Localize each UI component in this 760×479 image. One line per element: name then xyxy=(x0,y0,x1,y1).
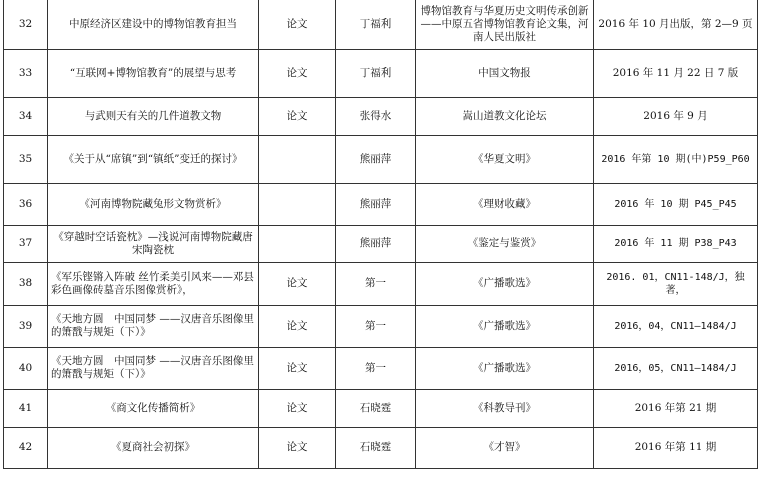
author: 第一 xyxy=(336,305,416,347)
publication-source: 嵩山道教文化论坛 xyxy=(416,97,594,135)
publication-source: 《科教导刊》 xyxy=(416,389,594,427)
table-row xyxy=(4,0,758,49)
publication-date: 2016，04，CN11—1484/J xyxy=(594,305,758,347)
publication-source: 博物馆教育与华夏历史文明传承创新——中原五省博物馆教育论文集，河南人民出版社 xyxy=(416,0,594,49)
publication-table xyxy=(3,0,758,469)
publication-source: 《广播歌选》 xyxy=(416,262,594,305)
table-row xyxy=(4,389,758,427)
publication-date: 2016 年第 21 期 xyxy=(594,389,758,427)
row-number: 36 xyxy=(4,183,48,225)
row-number: 33 xyxy=(4,49,48,97)
paper-title: 《关于从“席镇”到“镇纸”变迁的探讨》 xyxy=(48,135,259,183)
table-row xyxy=(4,97,758,135)
publication-date: 2016. 01，CN11-148/J，独著， xyxy=(594,262,758,305)
publication-source: 《广播歌选》 xyxy=(416,305,594,347)
paper-type: 论文 xyxy=(259,262,336,305)
publication-date: 2016 年第 10 期(中)P59_P60 xyxy=(594,135,758,183)
paper-title: 与武则天有关的几件道教文物 xyxy=(48,97,259,135)
row-number: 42 xyxy=(4,427,48,468)
table-row xyxy=(4,347,758,389)
paper-title: 《天地方圆 中国同梦 ——汉唐音乐图像里的箫戬与规矩（下）》 xyxy=(48,347,259,389)
paper-type: 论文 xyxy=(259,305,336,347)
author: 丁福利 xyxy=(336,0,416,49)
paper-type: 论文 xyxy=(259,427,336,468)
paper-type: 论文 xyxy=(259,97,336,135)
paper-title: 《商文化传播简析》 xyxy=(48,389,259,427)
author: 丁福利 xyxy=(336,49,416,97)
author: 熊丽萍 xyxy=(336,183,416,225)
paper-type: 论文 xyxy=(259,347,336,389)
paper-type: 论文 xyxy=(259,0,336,49)
paper-title: 《河南博物院藏兔形文物赏析》 xyxy=(48,183,259,225)
paper-title: 《军乐铿锵入阵破 丝竹柔美引风来——邓县彩色画像砖墓音乐图像赏析》， xyxy=(48,262,259,305)
table-row xyxy=(4,225,758,262)
paper-title: 《天地方圆 中国同梦 ——汉唐音乐图像里的箫戬与规矩（下）》 xyxy=(48,305,259,347)
publication-date: 2016，05，CN11—1484/J xyxy=(594,347,758,389)
table-row xyxy=(4,305,758,347)
row-number: 35 xyxy=(4,135,48,183)
table-row xyxy=(4,49,758,97)
paper-type xyxy=(259,183,336,225)
paper-type: 论文 xyxy=(259,389,336,427)
author: 石晓霆 xyxy=(336,427,416,468)
publication-source: 《广播歌选》 xyxy=(416,347,594,389)
publication-source: 中国文物报 xyxy=(416,49,594,97)
row-number: 40 xyxy=(4,347,48,389)
publication-date: 2016 年 9 月 xyxy=(594,97,758,135)
publication-date: 2016 年 11 期 P38_P43 xyxy=(594,225,758,262)
publication-source: 《理财收藏》 xyxy=(416,183,594,225)
publication-date: 2016 年 10 月出版，第 2—9 页 xyxy=(594,0,758,49)
table-row xyxy=(4,262,758,305)
author: 第一 xyxy=(336,347,416,389)
paper-title: 《穿越时空话瓷枕》—浅说河南博物院藏唐宋陶瓷枕 xyxy=(48,225,259,262)
author: 第一 xyxy=(336,262,416,305)
row-number: 39 xyxy=(4,305,48,347)
row-number: 41 xyxy=(4,389,48,427)
author: 石晓霆 xyxy=(336,389,416,427)
paper-title: 《夏商社会初探》 xyxy=(48,427,259,468)
publication-date: 2016 年 11 月 22 日 7 版 xyxy=(594,49,758,97)
publication-source: 《才智》 xyxy=(416,427,594,468)
row-number: 38 xyxy=(4,262,48,305)
paper-type: 论文 xyxy=(259,49,336,97)
row-number: 32 xyxy=(4,0,48,49)
author: 熊丽萍 xyxy=(336,225,416,262)
row-number: 37 xyxy=(4,225,48,262)
author: 熊丽萍 xyxy=(336,135,416,183)
publication-date: 2016 年第 11 期 xyxy=(594,427,758,468)
table-row xyxy=(4,135,758,183)
paper-type xyxy=(259,225,336,262)
table-row xyxy=(4,183,758,225)
row-number: 34 xyxy=(4,97,48,135)
publication-date: 2016 年 10 期 P45_P45 xyxy=(594,183,758,225)
paper-title: 中原经济区建设中的博物馆教育担当 xyxy=(48,0,259,49)
publication-source: 《华夏文明》 xyxy=(416,135,594,183)
table-row xyxy=(4,427,758,468)
author: 张得水 xyxy=(336,97,416,135)
publication-source: 《鉴定与鉴赏》 xyxy=(416,225,594,262)
paper-type xyxy=(259,135,336,183)
paper-title: “互联网+博物馆教育”的展望与思考 xyxy=(48,49,259,97)
